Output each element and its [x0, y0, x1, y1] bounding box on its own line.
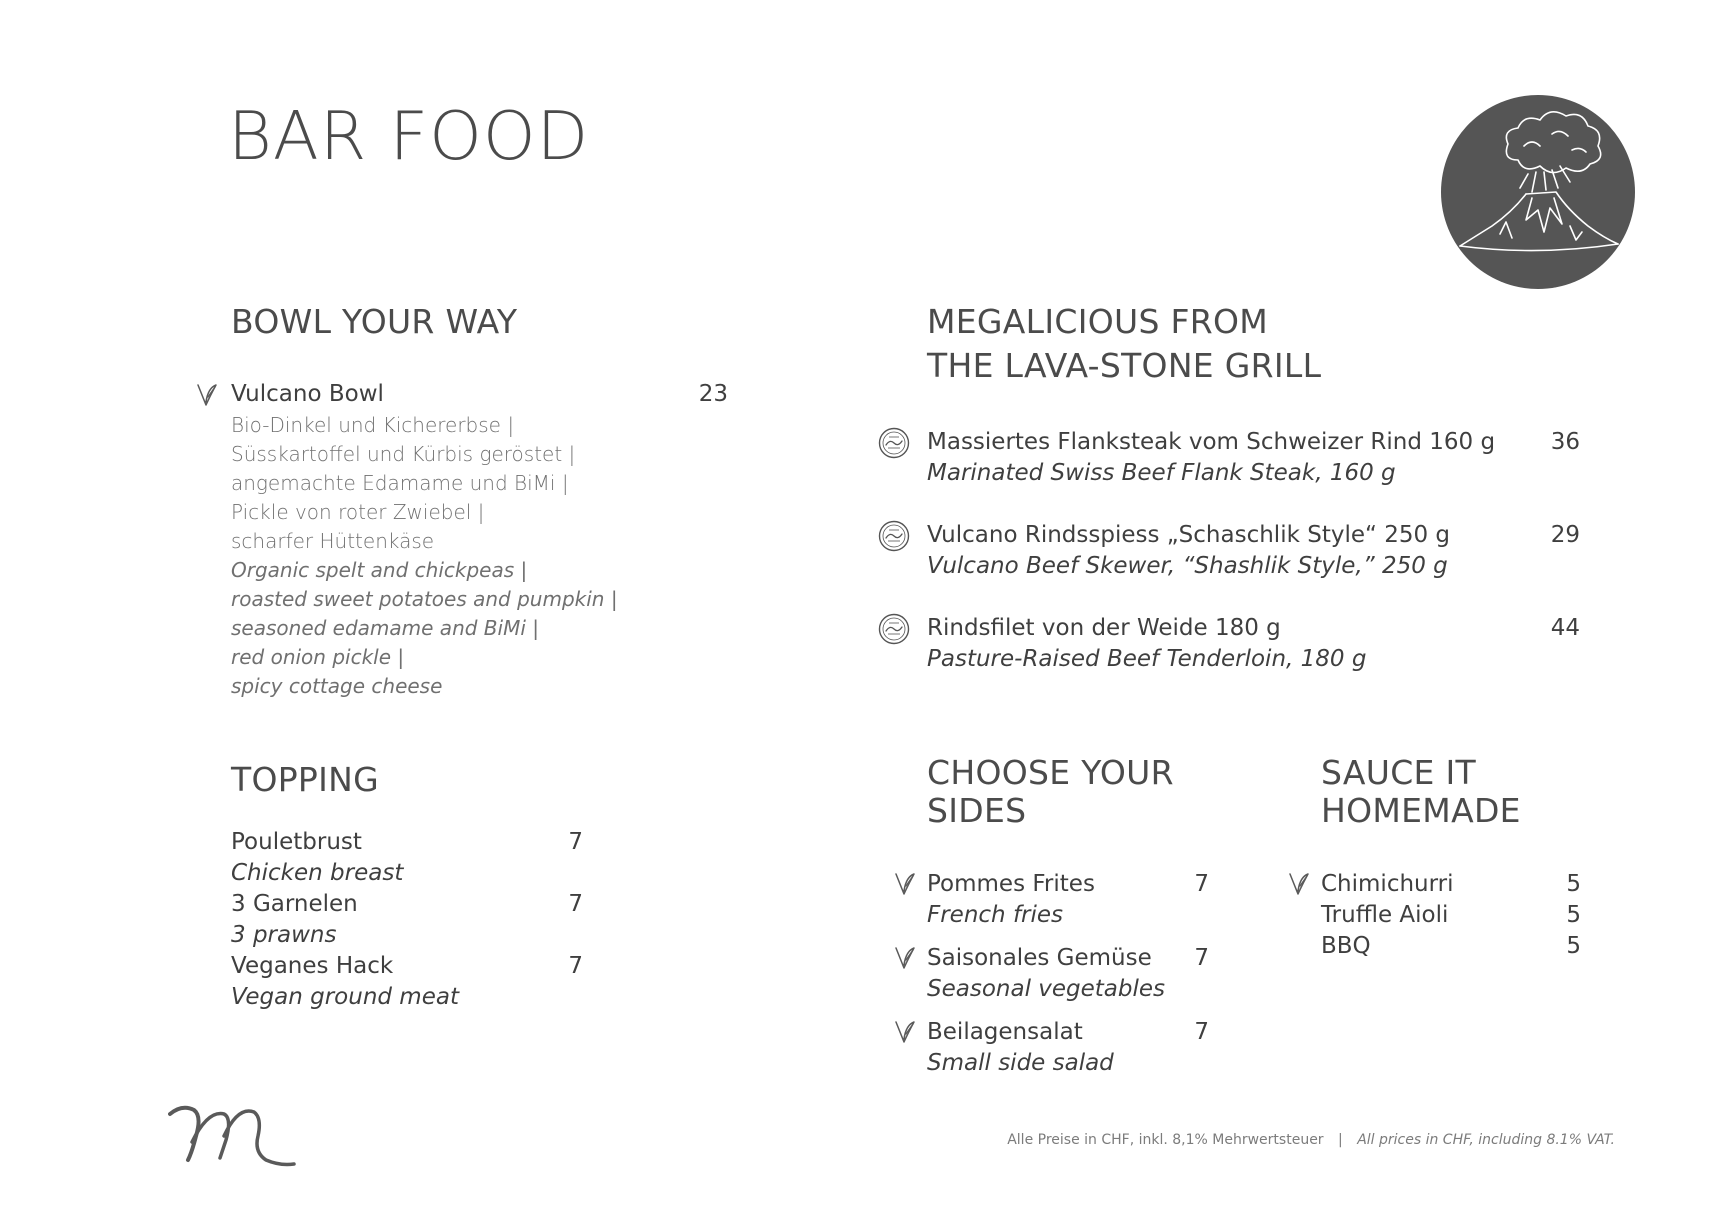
leaf-icon: [893, 945, 917, 971]
list-item: [878, 427, 1580, 520]
item-name: 3 Garnelen: [231, 891, 358, 917]
item-name: Vulcano Rindsspiess „Schaschlik Style“ 250 g: [927, 522, 1451, 548]
topping-heading: TOPPING: [231, 760, 380, 799]
list-item: [893, 943, 1209, 1017]
desc-line: Bio-Dinkel und Kichererbse |: [231, 413, 515, 437]
list-item: [231, 889, 583, 951]
volcano-icon: [1440, 94, 1636, 290]
m-logo-icon: [168, 1100, 296, 1175]
sauce-heading-line1: SAUCE IT: [1321, 753, 1476, 792]
desc-line: Pickle von roter Zwiebel |: [231, 500, 485, 524]
item-name-en: Vulcano Beef Skewer, “Shashlik Style,” 250 g: [927, 553, 1448, 579]
local-seal-icon: [878, 613, 910, 645]
item-name: Chimichurri: [1321, 871, 1454, 897]
footer-separator: |: [1338, 1132, 1343, 1148]
item-price: 5: [1566, 933, 1581, 959]
list-item: [1287, 869, 1581, 900]
desc-line-en: roasted sweet potatoes and pumpkin |: [231, 587, 618, 611]
item-price: 7: [1194, 945, 1209, 971]
grill-heading-line2: THE LAVA-STONE GRILL: [927, 346, 1322, 385]
page-title: BAR FOOD: [228, 97, 590, 175]
sides-heading-line1: CHOOSE YOUR: [927, 753, 1174, 792]
item-name-en: Vegan ground meat: [231, 984, 459, 1010]
item-name-en: 3 prawns: [231, 922, 337, 948]
item-name-en: Seasonal vegetables: [927, 976, 1166, 1002]
leaf-icon: [1287, 871, 1311, 897]
item-name: Veganes Hack: [231, 953, 394, 979]
local-seal-icon: [878, 427, 910, 459]
grill-heading: [927, 300, 1321, 388]
list-item: [878, 520, 1580, 613]
desc-line: Süsskartoffel und Kürbis geröstet |: [231, 442, 576, 466]
desc-line-en: Organic spelt and chickpeas |: [231, 558, 528, 582]
sauce-heading: [1321, 754, 1521, 830]
desc-line-en: seasoned edamame and BiMi |: [231, 616, 539, 640]
list-item: [1287, 931, 1581, 962]
topping-list: [231, 827, 583, 1013]
desc-line: scharfer Hüttenkäse: [231, 529, 435, 553]
vulcano-bowl-name: Vulcano Bowl: [231, 381, 384, 407]
list-item: [893, 1017, 1209, 1091]
item-name: Rindsfilet von der Weide 180 g: [927, 615, 1281, 641]
item-name-en: Small side salad: [927, 1050, 1114, 1076]
grill-list: [878, 427, 1580, 706]
item-name: BBQ: [1321, 933, 1371, 959]
leaf-icon: [893, 1019, 917, 1045]
sides-list: [893, 869, 1209, 1091]
desc-line: angemachte Edamame und BiMi |: [231, 471, 569, 495]
leaf-icon: [195, 382, 219, 413]
item-name: Pouletbrust: [231, 829, 362, 855]
footer-text-en: All prices in CHF, including 8.1% VAT.: [1357, 1132, 1615, 1148]
desc-line-en: spicy cottage cheese: [231, 674, 443, 698]
desc-line-en: red onion pickle |: [231, 645, 405, 669]
bowl-heading: BOWL YOUR WAY: [231, 302, 518, 341]
local-seal-icon: [878, 520, 910, 552]
item-name: Truffle Aioli: [1321, 902, 1449, 928]
item-price: 7: [1194, 1019, 1209, 1045]
sauce-heading-line2: HOMEMADE: [1321, 791, 1521, 830]
item-name-en: Chicken breast: [231, 860, 404, 886]
item-name-en: French fries: [927, 902, 1064, 928]
vulcano-bowl-description: [231, 411, 618, 701]
item-name: Beilagensalat: [927, 1019, 1083, 1045]
list-item: [231, 951, 583, 1013]
item-price: 5: [1566, 902, 1581, 928]
item-name: Pommes Frites: [927, 871, 1095, 897]
sides-heading-line2: SIDES: [927, 791, 1027, 830]
vulcano-bowl-price: 23: [698, 381, 728, 407]
footer-text-de: Alle Preise in CHF, inkl. 8,1% Mehrwertsteuer: [1007, 1132, 1324, 1148]
item-price: 36: [1550, 429, 1580, 455]
leaf-icon: [893, 871, 917, 897]
item-price: 29: [1550, 522, 1580, 548]
item-name-en: Pasture-Raised Beef Tenderloin, 180 g: [927, 646, 1367, 672]
item-name: Saisonales Gemüse: [927, 945, 1152, 971]
item-price: 7: [568, 891, 583, 917]
list-item: [1287, 900, 1581, 931]
list-item: [893, 869, 1209, 943]
item-price: 7: [1194, 871, 1209, 897]
item-name: Massiertes Flanksteak vom Schweizer Rind 160 g: [927, 429, 1496, 455]
sauce-list: [1287, 869, 1581, 962]
list-item: [231, 827, 583, 889]
item-price: 44: [1550, 615, 1580, 641]
item-price: 7: [568, 829, 583, 855]
footer-note: [1007, 1132, 1615, 1148]
grill-heading-line1: MEGALICIOUS FROM: [927, 302, 1269, 341]
item-price: 7: [568, 953, 583, 979]
list-item: [878, 613, 1580, 706]
sides-heading: [927, 754, 1174, 830]
item-price: 5: [1566, 871, 1581, 897]
item-name-en: Marinated Swiss Beef Flank Steak, 160 g: [927, 460, 1396, 486]
